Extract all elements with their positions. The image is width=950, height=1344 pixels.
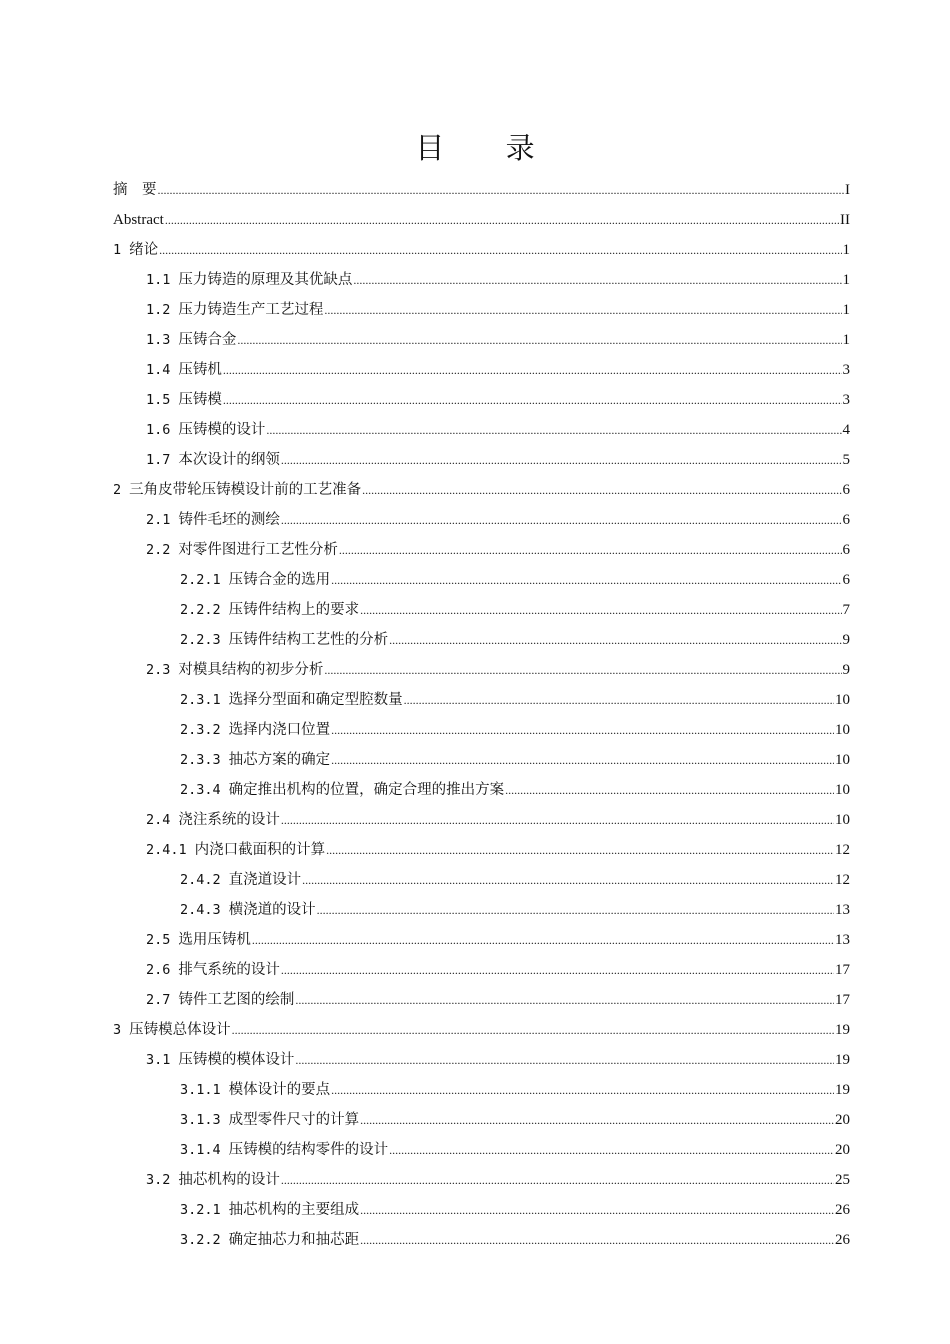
toc-entry-label: 对零件图进行工艺性分析 bbox=[178, 542, 338, 558]
toc-entry-number: 1.5 bbox=[146, 392, 171, 408]
toc-entry-label: 排气系统的设计 bbox=[178, 962, 280, 978]
toc-leader-dots bbox=[223, 385, 842, 415]
toc-entry[interactable] bbox=[113, 925, 850, 955]
toc-entry-number: 2.4 bbox=[146, 812, 171, 828]
toc-page-number: 1 bbox=[842, 242, 850, 258]
toc-entry-number: 3.2 bbox=[146, 1172, 171, 1188]
toc-entry-label: 抽芯机构的主要组成 bbox=[228, 1202, 360, 1218]
toc-entry-number: 3.1.3 bbox=[180, 1112, 221, 1128]
toc-page-number: 1 bbox=[842, 302, 850, 318]
toc-entry-label: 内浇口截面积的计算 bbox=[194, 842, 326, 858]
toc-entry[interactable] bbox=[113, 1165, 850, 1195]
toc-entry-number: 2.4.1 bbox=[146, 842, 187, 858]
toc-entry[interactable] bbox=[113, 865, 850, 895]
toc-page-number: 6 bbox=[842, 542, 850, 558]
toc-page-number: 19 bbox=[835, 1082, 850, 1098]
toc-leader-dots bbox=[324, 295, 841, 325]
toc-entry-label: 铸件工艺图的绘制 bbox=[178, 992, 295, 1008]
toc-leader-dots bbox=[317, 895, 834, 925]
toc-entry[interactable] bbox=[113, 505, 850, 535]
toc-leader-dots bbox=[158, 175, 845, 205]
toc-entry-title bbox=[113, 205, 164, 235]
toc-entry-label: 对模具结构的初步分析 bbox=[178, 662, 324, 678]
toc-entry-number: 2.6 bbox=[146, 962, 171, 978]
toc-leader-dots bbox=[232, 1015, 834, 1045]
toc-entry[interactable] bbox=[113, 1195, 850, 1225]
toc-leader-dots bbox=[165, 205, 839, 235]
toc-entry[interactable] bbox=[113, 955, 850, 985]
toc-leader-dots bbox=[266, 415, 841, 445]
toc-entry[interactable] bbox=[113, 805, 850, 835]
toc-leader-dots bbox=[505, 775, 834, 805]
toc-page-number: 13 bbox=[835, 932, 850, 948]
toc-entry-label: 压铸模 bbox=[178, 392, 222, 408]
toc-entry[interactable] bbox=[113, 895, 850, 925]
toc-entry-number: 1.3 bbox=[146, 332, 171, 348]
toc-entry-number: 1.1 bbox=[146, 272, 171, 288]
toc-page-number: 5 bbox=[842, 452, 850, 468]
toc-entry-title bbox=[180, 895, 316, 925]
toc-entry-label: 选择内浇口位置 bbox=[228, 722, 331, 738]
toc-entry[interactable] bbox=[113, 1015, 850, 1045]
toc-entry-number: 2.2.3 bbox=[180, 632, 221, 648]
toc-entry-title bbox=[180, 565, 330, 595]
toc-page-number: 6 bbox=[842, 512, 850, 528]
toc-entry-title bbox=[113, 1015, 231, 1045]
toc-entry-label: 压铸模总体设计 bbox=[129, 1022, 231, 1038]
toc-entry-number: 3.1.1 bbox=[180, 1082, 221, 1098]
toc-entry-title bbox=[180, 865, 301, 895]
toc-page-number: 3 bbox=[842, 362, 850, 378]
toc-page-number: 25 bbox=[835, 1172, 850, 1188]
toc-leader-dots bbox=[281, 1165, 834, 1195]
toc-entry-number: 2.2 bbox=[146, 542, 171, 558]
toc-entry-label: 模体设计的要点 bbox=[228, 1082, 331, 1098]
toc-entry-title bbox=[146, 655, 323, 685]
toc-entry-number: 2.4.2 bbox=[180, 872, 221, 888]
toc-entry-label: 压铸合金 bbox=[178, 332, 237, 348]
toc-page-number: 12 bbox=[835, 842, 850, 858]
toc-leader-dots bbox=[237, 325, 841, 355]
page-title: 目 录 bbox=[415, 131, 561, 165]
toc-leader-dots bbox=[360, 1225, 834, 1255]
toc-page-number: 20 bbox=[835, 1142, 850, 1158]
toc-entry[interactable] bbox=[113, 175, 850, 205]
toc-entry[interactable] bbox=[113, 355, 850, 385]
toc-entry-number: 3.1 bbox=[146, 1052, 171, 1068]
toc-entry-label: 选用压铸机 bbox=[178, 932, 251, 948]
toc-leader-dots bbox=[302, 865, 834, 895]
toc-entry-title bbox=[113, 235, 158, 265]
toc-entry-label: 压铸模的结构零件的设计 bbox=[228, 1142, 389, 1158]
toc-entry-label: 本次设计的纲领 bbox=[178, 452, 280, 468]
toc-entry[interactable] bbox=[113, 445, 850, 475]
toc-page-number: 3 bbox=[842, 392, 850, 408]
toc-page-number: 19 bbox=[835, 1052, 850, 1068]
toc-page-number: 19 bbox=[835, 1022, 850, 1038]
toc-page-number: 26 bbox=[835, 1232, 850, 1248]
toc-leader-dots bbox=[389, 625, 841, 655]
toc-entry-number: 2.3.1 bbox=[180, 692, 221, 708]
toc-entry-number: 2.4.3 bbox=[180, 902, 221, 918]
toc-entry-title bbox=[146, 445, 280, 475]
toc-entry[interactable] bbox=[113, 685, 850, 715]
toc-entry[interactable] bbox=[113, 1135, 850, 1165]
toc-page-number: 10 bbox=[835, 752, 850, 768]
toc-entry-label: 抽芯方案的确定 bbox=[228, 752, 331, 768]
toc-entry[interactable] bbox=[113, 1225, 850, 1255]
toc-page-number: 20 bbox=[835, 1112, 850, 1128]
toc-entry-number: 3.1.4 bbox=[180, 1142, 221, 1158]
toc-entry-label: 浇注系统的设计 bbox=[178, 812, 280, 828]
toc-entry[interactable] bbox=[113, 565, 850, 595]
toc-entry-label: 抽芯机构的设计 bbox=[178, 1172, 280, 1188]
toc-page-number: 1 bbox=[842, 332, 850, 348]
toc-entry[interactable] bbox=[113, 205, 850, 235]
toc-entry-label: 压铸机 bbox=[178, 362, 222, 378]
toc-entry-title bbox=[180, 715, 330, 745]
toc-page-number: 10 bbox=[835, 722, 850, 738]
toc-entry-title bbox=[146, 985, 294, 1015]
toc-entry-label: 横浇道的设计 bbox=[228, 902, 316, 918]
toc-entry-number: 1.7 bbox=[146, 452, 171, 468]
toc-leader-dots bbox=[389, 1135, 834, 1165]
toc-entry-number: 1.2 bbox=[146, 302, 171, 318]
toc-entry-label: 压铸件结构工艺性的分析 bbox=[228, 632, 389, 648]
toc-entry-title bbox=[146, 535, 338, 565]
toc-entry[interactable] bbox=[113, 595, 850, 625]
toc-entry[interactable] bbox=[113, 415, 850, 445]
toc-entry-title bbox=[180, 595, 359, 625]
toc-page-number: 1 bbox=[842, 272, 850, 288]
toc-entry-title bbox=[180, 685, 403, 715]
toc-page-number: 6 bbox=[842, 572, 850, 588]
toc-entry[interactable] bbox=[113, 625, 850, 655]
toc-entry-label: 压力铸造的原理及其优缺点 bbox=[178, 272, 353, 288]
toc-entry[interactable] bbox=[113, 265, 850, 295]
toc-leader-dots bbox=[404, 685, 834, 715]
toc-page-number: 10 bbox=[835, 692, 850, 708]
toc-entry-label: 成型零件尺寸的计算 bbox=[228, 1112, 360, 1128]
toc-entry-number: 2.2.1 bbox=[180, 572, 221, 588]
toc-leader-dots bbox=[281, 805, 834, 835]
toc-leader-dots bbox=[281, 505, 842, 535]
toc-entry[interactable] bbox=[113, 295, 850, 325]
toc-leader-dots bbox=[339, 535, 842, 565]
toc-leader-dots bbox=[331, 565, 841, 595]
toc-entry-number: 2.3 bbox=[146, 662, 171, 678]
toc-entry-label: 三角皮带轮压铸模设计前的工艺准备 bbox=[129, 482, 362, 498]
toc-page-number: 4 bbox=[842, 422, 850, 438]
toc-leader-dots bbox=[353, 265, 841, 295]
toc-entry-title bbox=[180, 1105, 359, 1135]
toc-entry-label: 压铸模的设计 bbox=[178, 422, 266, 438]
toc-entry-title bbox=[146, 415, 265, 445]
toc-entry[interactable] bbox=[113, 475, 850, 505]
toc-leader-dots bbox=[360, 1105, 834, 1135]
toc-entry-number: 2 bbox=[113, 482, 122, 498]
toc-page-number: I bbox=[845, 182, 850, 198]
toc-leader-dots bbox=[159, 235, 841, 265]
toc-entry-number: 2.5 bbox=[146, 932, 171, 948]
toc-entry-title bbox=[180, 775, 504, 805]
toc-entry-title bbox=[146, 325, 236, 355]
toc-entry-title bbox=[146, 265, 352, 295]
toc-entry-label: 确定推出机构的位置，确定合理的推出方案 bbox=[228, 782, 505, 798]
toc-entry-title bbox=[146, 1165, 280, 1195]
toc-entry[interactable] bbox=[113, 655, 850, 685]
toc-entry-title bbox=[146, 835, 325, 865]
table-of-contents bbox=[113, 175, 850, 1255]
toc-entry-label: 确定抽芯力和抽芯距 bbox=[228, 1232, 360, 1248]
toc-leader-dots bbox=[360, 595, 841, 625]
toc-entry-title bbox=[113, 175, 157, 205]
toc-entry-number: 2.1 bbox=[146, 512, 171, 528]
toc-entry-number: 2.2.2 bbox=[180, 602, 221, 618]
toc-entry-label: 压铸模的模体设计 bbox=[178, 1052, 295, 1068]
toc-page-number: 12 bbox=[835, 872, 850, 888]
toc-entry-label: 压铸件结构上的要求 bbox=[228, 602, 360, 618]
toc-entry-title bbox=[180, 1075, 330, 1105]
toc-entry-title bbox=[113, 475, 361, 505]
toc-entry[interactable] bbox=[113, 1105, 850, 1135]
toc-entry[interactable] bbox=[113, 715, 850, 745]
toc-entry-title bbox=[146, 925, 251, 955]
toc-leader-dots bbox=[295, 1045, 834, 1075]
toc-leader-dots bbox=[223, 355, 842, 385]
toc-leader-dots bbox=[252, 925, 834, 955]
toc-entry-label: 摘 要 bbox=[113, 182, 157, 198]
toc-page-number: 17 bbox=[835, 992, 850, 1008]
toc-entry-title bbox=[180, 1195, 359, 1225]
toc-entry[interactable] bbox=[113, 745, 850, 775]
toc-entry-title bbox=[146, 1045, 294, 1075]
toc-entry[interactable] bbox=[113, 235, 850, 265]
toc-page-number: 7 bbox=[842, 602, 850, 618]
toc-page-number: 10 bbox=[835, 782, 850, 798]
toc-entry-title bbox=[180, 1135, 388, 1165]
toc-page-number: 6 bbox=[842, 482, 850, 498]
toc-entry[interactable] bbox=[113, 385, 850, 415]
toc-entry-number: 2.3.2 bbox=[180, 722, 221, 738]
toc-entry-label: 铸件毛坯的测绘 bbox=[178, 512, 280, 528]
toc-entry-label: 压铸合金的选用 bbox=[228, 572, 331, 588]
toc-page-number: 26 bbox=[835, 1202, 850, 1218]
toc-entry-title bbox=[180, 625, 388, 655]
toc-entry-number: 3 bbox=[113, 1022, 122, 1038]
toc-page-number: 9 bbox=[842, 632, 850, 648]
toc-page-number: 10 bbox=[835, 812, 850, 828]
toc-leader-dots bbox=[331, 745, 834, 775]
toc-entry[interactable] bbox=[113, 325, 850, 355]
toc-entry-title bbox=[146, 355, 222, 385]
toc-leader-dots bbox=[324, 655, 841, 685]
toc-leader-dots bbox=[360, 1195, 834, 1225]
toc-page-number: 13 bbox=[835, 902, 850, 918]
toc-entry-title bbox=[146, 805, 280, 835]
toc-entry[interactable] bbox=[113, 835, 850, 865]
toc-leader-dots bbox=[326, 835, 834, 865]
toc-leader-dots bbox=[331, 715, 834, 745]
toc-entry-number: 2.3.4 bbox=[180, 782, 221, 798]
toc-entry-label: 压力铸造生产工艺过程 bbox=[178, 302, 324, 318]
toc-leader-dots bbox=[362, 475, 841, 505]
toc-leader-dots bbox=[281, 955, 834, 985]
toc-entry-number: 2.7 bbox=[146, 992, 171, 1008]
toc-entry-title bbox=[180, 745, 330, 775]
toc-entry-number: 1.6 bbox=[146, 422, 171, 438]
toc-page-number: 9 bbox=[842, 662, 850, 678]
toc-entry-number: 3.2.1 bbox=[180, 1202, 221, 1218]
toc-leader-dots bbox=[331, 1075, 834, 1105]
toc-page-number: 17 bbox=[835, 962, 850, 978]
toc-entry[interactable] bbox=[113, 985, 850, 1015]
toc-leader-dots bbox=[295, 985, 834, 1015]
toc-entry-number: 3.2.2 bbox=[180, 1232, 221, 1248]
toc-entry-title bbox=[146, 955, 280, 985]
toc-entry-label: 绪论 bbox=[129, 242, 159, 258]
toc-entry[interactable] bbox=[113, 1045, 850, 1075]
toc-leader-dots bbox=[281, 445, 842, 475]
toc-entry-title bbox=[146, 295, 323, 325]
toc-page-number: II bbox=[840, 212, 850, 228]
toc-entry-title bbox=[146, 505, 280, 535]
toc-entry-label: 直浇道设计 bbox=[228, 872, 302, 888]
toc-entry-label: Abstract bbox=[113, 212, 164, 228]
toc-entry-label: 选择分型面和确定型腔数量 bbox=[228, 692, 403, 708]
toc-entry-number: 1.4 bbox=[146, 362, 171, 378]
toc-entry-number: 2.3.3 bbox=[180, 752, 221, 768]
toc-entry-title bbox=[146, 385, 222, 415]
toc-entry[interactable] bbox=[113, 775, 850, 805]
toc-entry[interactable] bbox=[113, 1075, 850, 1105]
toc-entry-title bbox=[180, 1225, 359, 1255]
toc-entry[interactable] bbox=[113, 535, 850, 565]
toc-entry-number: 1 bbox=[113, 242, 122, 258]
